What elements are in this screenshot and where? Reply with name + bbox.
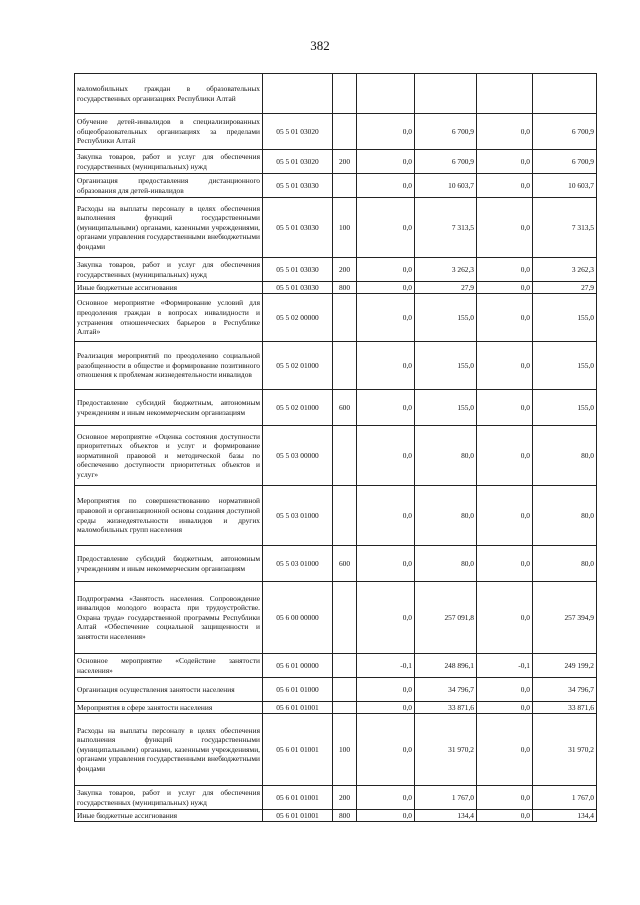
row-amount-total-2: 7 313,5	[533, 198, 597, 258]
row-target-code: 05 6 00 00000	[263, 582, 333, 654]
row-amount-total-1: 3 262,3	[415, 258, 477, 282]
row-amount-total-1: 248 896,1	[415, 654, 477, 678]
row-target-code: 05 6 01 01001	[263, 810, 333, 822]
row-amount-change-2: 0,0	[477, 546, 533, 582]
row-amount-change-2: 0,0	[477, 390, 533, 426]
row-target-code: 05 5 03 01000	[263, 546, 333, 582]
row-amount-total-2: 249 199,2	[533, 654, 597, 678]
table-row	[75, 786, 597, 810]
row-amount-change-2: 0,0	[477, 150, 533, 174]
row-amount-total-1: 34 796,7	[415, 678, 477, 702]
row-amount-change-1: 0,0	[357, 546, 415, 582]
row-amount-total-1: 10 603,7	[415, 174, 477, 198]
row-amount-total-1	[415, 74, 477, 114]
row-amount-change-2: 0,0	[477, 198, 533, 258]
row-amount-total-2: 134,4	[533, 810, 597, 822]
row-expense-type	[333, 114, 357, 150]
table-row	[75, 114, 597, 150]
row-amount-change-1: 0,0	[357, 174, 415, 198]
table-row	[75, 426, 597, 486]
table-row	[75, 74, 597, 114]
row-amount-change-2: 0,0	[477, 294, 533, 342]
row-expense-type: 100	[333, 714, 357, 786]
row-expense-type	[333, 702, 357, 714]
row-description: Мероприятия по совершенствованию нормативной правовой и организационной основы создания доступной среды жизнедеятельности инвалидов и других маломобильных групп населения	[75, 486, 263, 546]
row-target-code: 05 5 01 03030	[263, 198, 333, 258]
row-amount-change-1: 0,0	[357, 714, 415, 786]
table-row	[75, 654, 597, 678]
row-description: Обучение детей-инвалидов в специализированных общеобразовательных организациях за пределами Республики Алтай	[75, 114, 263, 150]
row-target-code: 05 5 02 01000	[263, 342, 333, 390]
row-description: Организация предоставления дистанционного образования для детей-инвалидов	[75, 174, 263, 198]
row-target-code: 05 5 01 03020	[263, 150, 333, 174]
row-expense-type: 800	[333, 810, 357, 822]
row-expense-type: 600	[333, 546, 357, 582]
row-amount-total-2: 1 767,0	[533, 786, 597, 810]
row-amount-change-1: -0,1	[357, 654, 415, 678]
table-row	[75, 390, 597, 426]
row-target-code: 05 5 01 03030	[263, 282, 333, 294]
table-row	[75, 714, 597, 786]
row-target-code: 05 6 01 01000	[263, 678, 333, 702]
row-amount-total-1: 6 700,9	[415, 150, 477, 174]
row-expense-type: 800	[333, 282, 357, 294]
row-description: Подпрограмма «Занятость населения. Сопровождение инвалидов молодого возраста при трудоустройстве. Охрана труда» государственной программы Республики Алтай «Обеспечение социальной защищенности и занятости населения»	[75, 582, 263, 654]
row-description: Мероприятия в сфере занятости населения	[75, 702, 263, 714]
row-amount-change-1: 0,0	[357, 678, 415, 702]
row-amount-total-2: 155,0	[533, 390, 597, 426]
row-expense-type	[333, 654, 357, 678]
row-amount-change-2: -0,1	[477, 654, 533, 678]
table-row	[75, 486, 597, 546]
row-expense-type	[333, 582, 357, 654]
table-row	[75, 678, 597, 702]
row-amount-change-2: 0,0	[477, 282, 533, 294]
row-amount-change-1: 0,0	[357, 282, 415, 294]
row-amount-total-1: 80,0	[415, 546, 477, 582]
row-description: маломобильных граждан в образовательных государственных организациях Республики Алтай	[75, 74, 263, 114]
row-target-code	[263, 74, 333, 114]
row-expense-type	[333, 74, 357, 114]
row-description: Предоставление субсидий бюджетным, автономным учреждениям и иным некоммерческим организациям	[75, 390, 263, 426]
row-description: Иные бюджетные ассигнования	[75, 282, 263, 294]
row-expense-type: 200	[333, 258, 357, 282]
row-amount-total-1: 257 091,8	[415, 582, 477, 654]
row-amount-total-1: 155,0	[415, 390, 477, 426]
row-amount-total-2: 27,9	[533, 282, 597, 294]
row-amount-change-1: 0,0	[357, 198, 415, 258]
row-amount-change-1	[357, 74, 415, 114]
row-amount-change-1: 0,0	[357, 390, 415, 426]
row-amount-change-1: 0,0	[357, 150, 415, 174]
row-amount-total-1: 1 767,0	[415, 786, 477, 810]
row-expense-type	[333, 294, 357, 342]
row-amount-change-2: 0,0	[477, 342, 533, 390]
row-description: Расходы на выплаты персоналу в целях обеспечения выполнения функций государственными (муниципальными) органами, казенными учреждениями, органами управления государственными внебюджетными фондами	[75, 198, 263, 258]
row-amount-change-1: 0,0	[357, 258, 415, 282]
table-row	[75, 546, 597, 582]
row-amount-total-2: 33 871,6	[533, 702, 597, 714]
row-target-code: 05 6 01 00000	[263, 654, 333, 678]
row-amount-total-1: 7 313,5	[415, 198, 477, 258]
row-amount-change-2: 0,0	[477, 702, 533, 714]
row-expense-type: 100	[333, 198, 357, 258]
page-number: 382	[310, 38, 330, 53]
row-amount-total-2: 6 700,9	[533, 150, 597, 174]
row-description: Основное мероприятие «Содействие занятости населения»	[75, 654, 263, 678]
row-expense-type: 200	[333, 786, 357, 810]
row-amount-change-2: 0,0	[477, 114, 533, 150]
row-amount-total-2: 31 970,2	[533, 714, 597, 786]
row-amount-change-2	[477, 74, 533, 114]
row-amount-change-2: 0,0	[477, 786, 533, 810]
row-amount-total-2: 34 796,7	[533, 678, 597, 702]
table-row	[75, 342, 597, 390]
table-row	[75, 198, 597, 258]
row-description: Организация осуществления занятости населения	[75, 678, 263, 702]
row-description: Расходы на выплаты персоналу в целях обеспечения выполнения функций государственными (муниципальными) органами, казенными учреждениями, органами управления государственными внебюджетными фондами	[75, 714, 263, 786]
row-expense-type: 600	[333, 390, 357, 426]
table-row	[75, 150, 597, 174]
row-amount-total-1: 80,0	[415, 486, 477, 546]
row-amount-total-2: 257 394,9	[533, 582, 597, 654]
row-amount-total-1: 155,0	[415, 342, 477, 390]
row-expense-type	[333, 486, 357, 546]
row-amount-total-2: 155,0	[533, 294, 597, 342]
row-amount-total-1: 27,9	[415, 282, 477, 294]
row-description: Иные бюджетные ассигнования	[75, 810, 263, 822]
row-description: Предоставление субсидий бюджетным, автономным учреждениям и иным некоммерческим организациям	[75, 546, 263, 582]
row-amount-change-1: 0,0	[357, 114, 415, 150]
budget-table-body	[75, 74, 597, 822]
row-amount-total-1: 80,0	[415, 426, 477, 486]
row-expense-type	[333, 426, 357, 486]
row-target-code: 05 6 01 01001	[263, 714, 333, 786]
row-amount-total-1: 6 700,9	[415, 114, 477, 150]
row-target-code: 05 5 03 00000	[263, 426, 333, 486]
row-target-code: 05 6 01 01001	[263, 786, 333, 810]
row-amount-total-2: 3 262,3	[533, 258, 597, 282]
row-expense-type	[333, 174, 357, 198]
row-amount-change-2: 0,0	[477, 486, 533, 546]
row-amount-total-2: 80,0	[533, 546, 597, 582]
row-target-code: 05 5 01 03030	[263, 174, 333, 198]
row-amount-total-1: 33 871,6	[415, 702, 477, 714]
row-target-code: 05 5 01 03020	[263, 114, 333, 150]
table-row	[75, 810, 597, 822]
table-row	[75, 282, 597, 294]
row-amount-change-2: 0,0	[477, 810, 533, 822]
row-amount-change-2: 0,0	[477, 582, 533, 654]
table-row	[75, 258, 597, 282]
row-amount-total-1: 155,0	[415, 294, 477, 342]
row-target-code: 05 5 01 03030	[263, 258, 333, 282]
table-row	[75, 582, 597, 654]
row-expense-type	[333, 678, 357, 702]
row-target-code: 05 5 02 00000	[263, 294, 333, 342]
row-amount-total-2: 80,0	[533, 486, 597, 546]
table-row	[75, 702, 597, 714]
row-amount-change-2: 0,0	[477, 714, 533, 786]
row-amount-change-1: 0,0	[357, 342, 415, 390]
row-description: Реализация мероприятий по преодолению социальной разобщенности в обществе и формирование позитивного отношения к проблемам жизнедеятельности инвалидов	[75, 342, 263, 390]
row-description: Основное мероприятие «Формирование условий для преодоления граждан в вопросах инвалидности и устранения отношенческих барьеров в Республике Алтай»	[75, 294, 263, 342]
row-amount-change-1: 0,0	[357, 486, 415, 546]
row-expense-type	[333, 342, 357, 390]
row-amount-total-1: 31 970,2	[415, 714, 477, 786]
row-amount-change-2: 0,0	[477, 678, 533, 702]
row-target-code: 05 5 03 01000	[263, 486, 333, 546]
row-description: Закупка товаров, работ и услуг для обеспечения государственных (муниципальных) нужд	[75, 786, 263, 810]
table-row	[75, 294, 597, 342]
row-description: Закупка товаров, работ и услуг для обеспечения государственных (муниципальных) нужд	[75, 258, 263, 282]
row-amount-total-2: 80,0	[533, 426, 597, 486]
row-description: Основное мероприятие «Оценка состояния доступности приоритетных объектов и услуг и формирование нормативной правовой и методической базы по обеспечению доступности приоритетных объектов и услуг»	[75, 426, 263, 486]
row-target-code: 05 6 01 01001	[263, 702, 333, 714]
row-amount-total-2: 155,0	[533, 342, 597, 390]
row-amount-total-2	[533, 74, 597, 114]
row-expense-type: 200	[333, 150, 357, 174]
row-amount-total-2: 10 603,7	[533, 174, 597, 198]
row-description: Закупка товаров, работ и услуг для обеспечения государственных (муниципальных) нужд	[75, 150, 263, 174]
row-amount-change-1: 0,0	[357, 426, 415, 486]
row-amount-change-1: 0,0	[357, 786, 415, 810]
row-amount-change-2: 0,0	[477, 174, 533, 198]
row-amount-total-2: 6 700,9	[533, 114, 597, 150]
budget-table	[74, 73, 597, 822]
row-target-code: 05 5 02 01000	[263, 390, 333, 426]
row-amount-change-1: 0,0	[357, 294, 415, 342]
row-amount-change-2: 0,0	[477, 426, 533, 486]
row-amount-change-1: 0,0	[357, 702, 415, 714]
row-amount-total-1: 134,4	[415, 810, 477, 822]
row-amount-change-1: 0,0	[357, 582, 415, 654]
row-amount-change-2: 0,0	[477, 258, 533, 282]
table-row	[75, 174, 597, 198]
row-amount-change-1: 0,0	[357, 810, 415, 822]
